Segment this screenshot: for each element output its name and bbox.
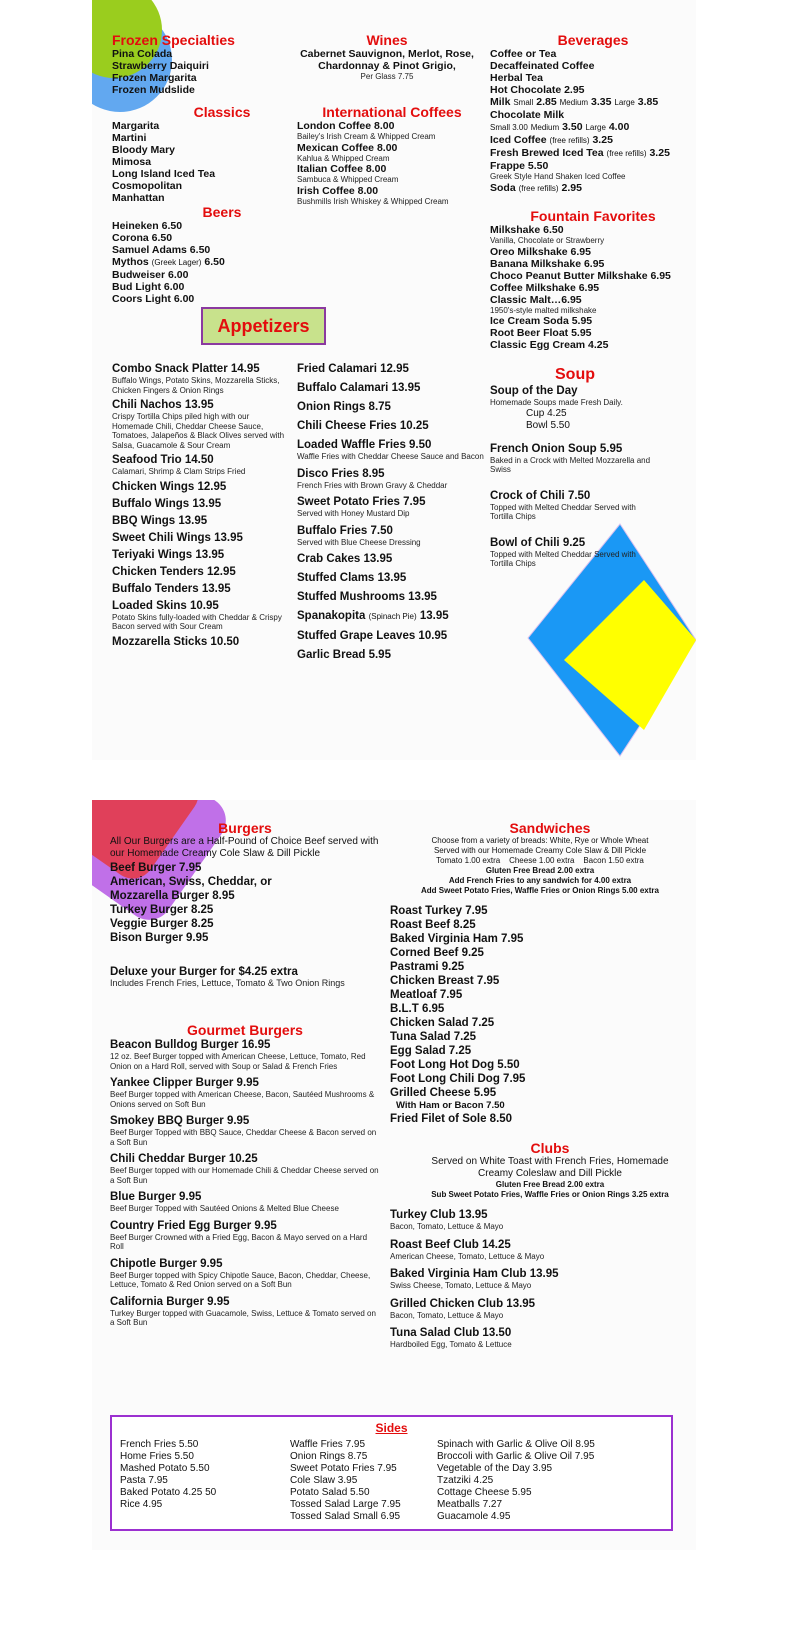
menu-item: Foot Long Hot Dog 5.50 (390, 1059, 520, 1071)
menu-item-name: Baked Virginia Ham Club 13.95 (390, 1268, 559, 1280)
menu-item: Cosmopolitan (112, 180, 182, 192)
menu-item-name: Beacon Bulldog Burger 16.95 (110, 1039, 271, 1051)
menu-item-price: 6.50 (204, 256, 225, 268)
wines-note: Per Glass 7.75 (360, 72, 414, 81)
menu-item-desc: Topped with Melted Cheddar Served with Tortilla Chips (490, 549, 636, 568)
menu-item-chocmilk-sizes (490, 121, 696, 134)
menu-item (112, 398, 292, 450)
menu-item-desc: 1950's-style malted milkshake (490, 305, 597, 315)
menu-item: Egg Salad 7.25 (390, 1045, 472, 1057)
menu-item-name: Mozzarella Sticks 10.50 (112, 635, 240, 648)
menu-item: Vegetable of the Day 3.95 (437, 1463, 553, 1474)
menu-item-name: Chili Nachos 13.95 (112, 399, 214, 411)
menu-item-name: Spanakopita (297, 610, 366, 622)
size-label: Large (585, 123, 606, 132)
menu-item-desc: Swiss Cheese, Tomato, Lettuce & Mayo (390, 1281, 532, 1290)
menu-item (112, 582, 292, 596)
size-label: Medium (559, 98, 589, 107)
menu-item-name: Chili Cheese Fries 10.25 (297, 420, 429, 432)
beers-title: Beers (202, 204, 242, 220)
menu-item-name: Chicken Wings 12.95 (112, 480, 227, 493)
menu-item: Herbal Tea (490, 72, 543, 84)
menu-item-name: Classic Egg Cream 4.25 (490, 339, 609, 351)
menu-item-desc: Topped with Melted Cheddar Served with Tortilla Chips (490, 502, 636, 521)
menu-item (110, 1257, 380, 1290)
size-label: Medium (530, 123, 560, 132)
menu-item: Budweiser 6.00 (112, 269, 189, 281)
menu-item-desc: Crispy Tortilla Chips piled high with our Homemade Chili, Cheddar Cheese Sauce, Tomatoes, Jalapeños & Black Olives served with Salsa, Guacamole & Sour Cream (112, 412, 285, 450)
menu-item: Mashed Potato 5.50 (120, 1463, 210, 1474)
menu-item (297, 571, 487, 585)
sides-column-3 (437, 1439, 595, 1523)
menu-item: Corona 6.50 (112, 232, 173, 244)
menu-item: Rice 4.95 (120, 1499, 163, 1510)
menu-item: French Fries 5.50 (120, 1439, 199, 1450)
menu-item (112, 514, 292, 528)
menu-item-name: Iced Coffee (490, 134, 547, 146)
menu-item-desc: Turkey Burger topped with Guacamole, Swiss, Lettuce & Tomato served on a Soft Bun (110, 1308, 376, 1327)
wines-line: Cabernet Sauvignon, Merlot, Rose, (300, 48, 474, 60)
menu-item-name: Country Fried Egg Burger 9.95 (110, 1219, 277, 1232)
menu-item (297, 400, 487, 414)
menu-item: Home Fries 5.50 (120, 1451, 194, 1462)
menu-item: Baked Virginia Ham 7.95 (390, 933, 524, 945)
deluxe-desc: Includes French Fries, Lettuce, Tomato & Two Onion Rings (110, 978, 345, 988)
menu-item-name: Chili Cheddar Burger 10.25 (110, 1153, 258, 1165)
menu-item (390, 1208, 690, 1232)
price: 2.95 (561, 181, 582, 194)
clubs-intro: Creamy Coleslaw and Dill Pickle (478, 1168, 622, 1179)
menu-item-name: Buffalo Fries 7.50 (297, 524, 393, 537)
menu-item-desc: Kahlua & Whipped Cream (297, 153, 390, 163)
menu-item (297, 419, 487, 433)
menu-item-name: Roast Beef Club 14.25 (390, 1238, 511, 1251)
menu-item: Bloody Mary (112, 144, 176, 156)
menu-item: Strawberry Daiquiri (112, 60, 209, 72)
menu-item-name: Milkshake 6.50 (490, 224, 564, 236)
menu-item-desc: French Fries with Brown Gravy & Cheddar (297, 480, 448, 490)
sides-title: Sides (375, 1421, 408, 1435)
menu-item: Broccoli with Garlic & Olive Oil 7.95 (437, 1451, 595, 1462)
menu-item-desc: Served with Honey Mustard Dip (297, 509, 410, 518)
menu-item (297, 438, 487, 462)
menu-item: Pina Colada (112, 48, 173, 60)
sandwiches-intro: Choose from a variety of breads: White, Rye or Whole Wheat (431, 836, 649, 845)
fountain-title: Fountain Favorites (530, 208, 656, 224)
menu-item: Martini (112, 132, 147, 144)
menu-item (112, 548, 292, 562)
menu-item-desc: Buffalo Wings, Potato Skins, Mozzarella Sticks, Chicken Fingers & Onion Rings (112, 376, 280, 395)
menu-item-desc: Bailey's Irish Cream & Whipped Cream (297, 132, 436, 141)
menu-item: Pastrami 9.25 (390, 961, 465, 973)
menu-item-desc: Beef Burger Topped with BBQ Sauce, Cheddar Cheese & Bacon served on a Soft Bun (110, 1128, 377, 1147)
menu-item: Guacamole 4.95 (437, 1511, 511, 1522)
menu-item: Manhattan (112, 192, 165, 204)
wines-title: Wines (366, 32, 408, 48)
menu-item: Potato Salad 5.50 (290, 1487, 370, 1498)
menu-item: Frozen Margarita (112, 72, 197, 84)
menu-item-name: Yankee Clipper Burger 9.95 (110, 1077, 259, 1089)
size-label: Small (513, 98, 534, 107)
menu-item: Chicken Breast 7.95 (390, 975, 500, 987)
burgers-intro: All Our Burgers are a Half-Pound of Choice Beef served with our Homemade Creamy Cole Slaw & Dill Pickle (110, 836, 379, 859)
beverages-title: Beverages (557, 32, 629, 48)
clubs-title: Clubs (530, 1140, 570, 1156)
menu-item-name: Fresh Brewed Iced Tea (490, 147, 604, 159)
wines-section (292, 32, 482, 82)
menu-item: Tossed Salad Large 7.95 (290, 1499, 401, 1510)
frozen-title: Frozen Specialties (112, 32, 235, 48)
menu-item: Pasta 7.95 (120, 1475, 168, 1486)
menu-item-name: BBQ Wings 13.95 (112, 514, 208, 527)
menu-item (112, 531, 292, 545)
menu-item-desc: Calamari, Shrimp & Clam Strips Fried (112, 467, 246, 476)
menu-item-name: Chipotle Burger 9.95 (110, 1257, 223, 1270)
menu-item: Hot Chocolate 2.95 (490, 84, 585, 96)
menu-item-name: Seafood Trio 14.50 (112, 454, 214, 466)
menu-item-desc: Beef Burger topped with our Homemade Chili & Cheddar Cheese served on a Soft Bun (110, 1166, 379, 1185)
menu-item: Frappe 5.50 (490, 160, 549, 172)
beers-section (112, 204, 292, 305)
menu-item (297, 362, 487, 376)
menu-item: Margarita (112, 120, 160, 132)
menu-item: Tossed Salad Small 6.95 (290, 1511, 401, 1522)
menu-item-name: Milk (490, 96, 511, 108)
menu-item-name: Bowl of Chili 9.25 (490, 536, 586, 549)
menu-item-desc: 12 oz. Beef Burger topped with American Cheese, Lettuce, Tomato, Red Onion on a Hard Roll, served with Soup or Salad & French Fries (110, 1052, 366, 1071)
menu-item: Bison Burger 9.95 (110, 932, 209, 944)
menu-item-desc: Potato Skins fully-loaded with Cheddar & Crispy Bacon served with Sour Cream (112, 612, 282, 631)
menu-item (490, 147, 696, 160)
menu-item-name: Loaded Skins 10.95 (112, 599, 219, 612)
deluxe-option: Deluxe your Burger for $4.25 extra (110, 966, 298, 978)
menu-item-price: 13.95 (419, 610, 449, 622)
menu-item (297, 629, 487, 643)
menu-item-name: Coffee Milkshake 6.95 (490, 281, 600, 294)
menu-item-note: (Spinach Pie) (368, 612, 417, 621)
menu-item: American, Swiss, Cheddar, or (110, 876, 272, 888)
price: 3.35 (591, 96, 612, 108)
menu-item (110, 1295, 380, 1328)
sandwiches-title: Sandwiches (509, 820, 591, 836)
menu-item (110, 1114, 380, 1147)
intl-title: International Coffees (322, 104, 462, 120)
menu-item-name: Tuna Salad Club 13.50 (390, 1327, 512, 1339)
sandwiches-gf: Gluten Free Bread 2.00 extra (485, 866, 595, 875)
menu-item (112, 362, 292, 395)
menu-item-name: Root Beer Float 5.95 (490, 327, 592, 339)
menu-page-burgers-sandwiches (92, 800, 696, 1550)
menu-item (112, 635, 292, 649)
wines-line: Chardonnay & Pinot Grigio, (318, 60, 456, 72)
menu-item: Coors Light 6.00 (112, 293, 195, 305)
menu-item-name: Sweet Potato Fries 7.95 (297, 496, 426, 508)
menu-item: Meatballs 7.27 (437, 1499, 503, 1510)
menu-item (390, 1297, 690, 1321)
menu-item-name: Smokey BBQ Burger 9.95 (110, 1115, 250, 1127)
menu-item-desc: Served with Blue Cheese Dressing (297, 537, 421, 547)
menu-item-desc: Vanilla, Chocolate or Strawberry (490, 236, 605, 245)
menu-item-name: London Coffee 8.00 (297, 120, 395, 132)
menu-item: Chicken Salad 7.25 (390, 1017, 495, 1029)
appetizers-left-column (112, 362, 292, 652)
menu-item: Spinach with Garlic & Olive Oil 8.95 (437, 1439, 595, 1450)
menu-item: Cottage Cheese 5.95 (437, 1487, 532, 1498)
menu-item: Coffee or Tea (490, 48, 557, 60)
sandwiches-intro: Served with our Homemade Creamy Cole Slaw & Dill Pickle (433, 846, 647, 855)
menu-item-name: Crab Cakes 13.95 (297, 553, 393, 565)
menu-item-desc: Beef Burger Crowned with a Fried Egg, Bacon & Mayo served on a Hard Roll (110, 1232, 368, 1251)
menu-item-name: California Burger 9.95 (110, 1295, 230, 1308)
sides-column-1 (120, 1439, 216, 1511)
clubs-sub: Sub Sweet Potato Fries, Waffle Fries or Onion Rings 3.25 extra (431, 1190, 669, 1199)
soup-bowl: Bowl 5.50 (526, 419, 570, 431)
menu-item-desc: Bacon, Tomato, Lettuce & Mayo (390, 1222, 504, 1231)
menu-item-name: Stuffed Clams 13.95 (297, 572, 407, 584)
menu-item: Turkey Burger 8.25 (110, 904, 214, 916)
menu-item (390, 1267, 690, 1291)
classics-title: Classics (193, 104, 251, 120)
menu-item: Foot Long Chili Dog 7.95 (390, 1073, 526, 1085)
clubs-intro: Served on White Toast with French Fries, Homemade (431, 1156, 669, 1167)
menu-item-desc: Beef Burger topped with Spicy Chipotle Sauce, Bacon, Cheddar, Cheese, Lettuce, Tomato & Red Onion served on a Soft Bun (110, 1270, 371, 1289)
menu-item (112, 453, 292, 477)
menu-item: Roast Beef 8.25 (390, 919, 476, 931)
soup-title: Soup (555, 366, 595, 383)
fountain-favorites-section (490, 208, 696, 351)
menu-item-name: Buffalo Calamari 13.95 (297, 382, 421, 394)
soup-cup: Cup 4.25 (526, 407, 567, 419)
menu-item-desc: Bacon, Tomato, Lettuce & Mayo (390, 1310, 504, 1320)
menu-item-desc: Greek Style Hand Shaken Iced Coffee (490, 172, 626, 181)
menu-item: Samuel Adams 6.50 (112, 244, 211, 256)
menu-item-name: Mythos (112, 256, 149, 268)
menu-item: Grilled Cheese 5.95 (390, 1087, 497, 1099)
menu-item (490, 442, 660, 475)
menu-item-name: Onion Rings 8.75 (297, 401, 391, 413)
menu-item (112, 497, 292, 511)
price: 3.25 (649, 147, 670, 159)
menu-item: Mimosa (112, 156, 152, 168)
menu-item-note: (Greek Lager) (151, 258, 202, 267)
menu-item-name: Disco Fries 8.95 (297, 467, 385, 480)
gourmet-burgers-section (110, 1022, 380, 1333)
menu-page-drinks-appetizers (92, 0, 696, 760)
menu-item-name: Buffalo Wings 13.95 (112, 497, 222, 510)
menu-item (297, 648, 487, 662)
menu-item (297, 467, 487, 491)
price: 4.00 (608, 121, 630, 133)
menu-item: Waffle Fries 7.95 (290, 1439, 366, 1450)
sandwiches-add: Add French Fries to any sandwich for 4.00 extra (448, 876, 632, 885)
menu-item: Long Island Iced Tea (112, 168, 216, 180)
menu-item: Sweet Potato Fries 7.95 (290, 1463, 397, 1474)
menu-item: Decaffeinated Coffee (490, 60, 595, 72)
clubs-section (390, 1140, 690, 1356)
menu-item (110, 1190, 380, 1214)
menu-item: Onion Rings 8.75 (290, 1451, 368, 1462)
menu-item: Tzatziki 4.25 (437, 1475, 494, 1486)
menu-item (490, 489, 660, 522)
menu-item: Beef Burger 7.95 (110, 862, 202, 874)
menu-item (110, 1219, 380, 1252)
menu-item-name: Buffalo Tenders 13.95 (112, 582, 231, 595)
menu-item-desc: Hardboiled Egg, Tomato & Lettuce (390, 1340, 512, 1349)
menu-item: B.L.T 6.95 (390, 1003, 445, 1015)
menu-item-name: Ice Cream Soda 5.95 (490, 315, 593, 327)
menu-item-desc: Beef Burger topped with American Cheese, Bacon, Sautéed Mushrooms & Onions served on Soft Bun (110, 1090, 375, 1109)
menu-item (297, 552, 487, 566)
menu-item-name: Soup of the Day (490, 385, 578, 397)
menu-item: Meatloaf 7.95 (390, 989, 463, 1001)
menu-item (390, 1238, 690, 1262)
menu-item-name: Italian Coffee 8.00 (297, 163, 387, 175)
price: 3.25 (592, 134, 613, 146)
menu-item-name: Soda (490, 181, 516, 194)
menu-item (112, 565, 292, 579)
menu-item-desc: Homemade Soups made Fresh Daily. (490, 398, 623, 407)
international-coffees-section (297, 104, 487, 206)
menu-item: Roast Turkey 7.95 (390, 905, 488, 917)
gourmet-title: Gourmet Burgers (187, 1022, 303, 1038)
menu-item-name: Chicken Tenders 12.95 (112, 565, 236, 578)
frozen-specialties-section (112, 32, 272, 96)
appetizers-right-column (297, 362, 487, 667)
menu-item (112, 599, 292, 632)
menu-item-name: Garlic Bread 5.95 (297, 649, 391, 661)
menu-item-name: Loaded Waffle Fries 9.50 (297, 439, 432, 451)
clubs-gf: Gluten Free Bread 2.00 extra (495, 1180, 605, 1189)
menu-item-name: Stuffed Mushrooms 13.95 (297, 591, 437, 603)
classics-section (112, 104, 292, 204)
menu-item: Corned Beef 9.25 (390, 947, 484, 959)
menu-item (490, 536, 660, 569)
price: 3.85 (637, 96, 659, 108)
menu-item-milk (490, 96, 696, 109)
menu-item-spanakopita (297, 609, 487, 624)
menu-item-name: Teriyaki Wings 13.95 (112, 548, 225, 561)
menu-item-desc: Waffle Fries with Cheddar Cheese Sauce and Bacon (297, 452, 484, 461)
menu-item (297, 609, 487, 624)
note: (free refills) (549, 136, 590, 145)
menu-item (110, 1076, 380, 1109)
menu-item (297, 524, 487, 548)
menu-item-desc: Bushmills Irish Whiskey & Whipped Cream (297, 196, 449, 206)
menu-item-name: Stuffed Grape Leaves 10.95 (297, 630, 448, 642)
size-label: Small 3.00 (490, 123, 528, 132)
menu-item (110, 1038, 380, 1071)
price: 2.85 (536, 96, 557, 108)
menu-item-name: Oreo Milkshake 6.95 (490, 245, 591, 258)
menu-item-name: Mexican Coffee 8.00 (297, 141, 398, 154)
menu-item-name: Combo Snack Platter 14.95 (112, 363, 260, 375)
menu-item-desc: Baked in a Crock with Melted Mozzarella and Swiss (490, 455, 651, 474)
menu-item: Tuna Salad 7.25 (390, 1031, 477, 1043)
menu-item: Mozzarella Burger 8.95 (110, 890, 235, 902)
ham-bacon-option: With Ham or Bacon 7.50 (396, 1100, 505, 1111)
menu-item: Frozen Mudslide (112, 84, 195, 96)
menu-item-desc: Beef Burger Topped with Sautéed Onions & Melted Blue Cheese (110, 1204, 339, 1213)
menu-item (490, 182, 696, 195)
menu-item-name: Turkey Club 13.95 (390, 1209, 488, 1221)
menu-item (112, 480, 292, 494)
menu-item: Bud Light 6.00 (112, 281, 185, 293)
menu-item-name: Sweet Chili Wings 13.95 (112, 531, 243, 544)
sandwiches-extras: Tomato 1.00 extra Cheese 1.00 extra Bacon 1.50 extra (436, 856, 644, 865)
burgers-section (110, 820, 380, 989)
menu-item: Chocolate Milk (490, 109, 565, 121)
sides-column-2 (290, 1439, 401, 1523)
menu-item (110, 1152, 380, 1185)
sides-box (110, 1415, 673, 1531)
appetizers-title: Appetizers (201, 307, 326, 345)
menu-item (112, 256, 292, 269)
menu-item (297, 590, 487, 604)
note: (free refills) (518, 183, 559, 193)
sandwiches-add: Add Sweet Potato Fries, Waffle Fries or Onion Rings 5.00 extra (421, 886, 659, 895)
menu-item: Veggie Burger 8.25 (110, 918, 214, 930)
menu-item-name: Blue Burger 9.95 (110, 1191, 202, 1203)
menu-item-name: Grilled Chicken Club 13.95 (390, 1297, 536, 1310)
menu-item (297, 381, 487, 395)
price: 3.50 (562, 121, 583, 133)
menu-item-name: Fried Calamari 12.95 (297, 363, 409, 375)
menu-item-name: Choco Peanut Butter Milkshake 6.95 (490, 269, 671, 282)
menu-item (297, 495, 487, 519)
menu-item-name: Banana Milkshake 6.95 (490, 257, 605, 270)
soup-section (490, 366, 660, 583)
menu-item-desc: Sambuca & Whipped Cream (297, 175, 399, 184)
menu-item: Baked Potato 4.25 50 (120, 1487, 217, 1498)
beverages-section (490, 32, 696, 195)
burgers-title: Burgers (218, 820, 272, 836)
menu-item: Fried Filet of Sole 8.50 (390, 1113, 513, 1125)
note: (free refills) (606, 149, 647, 158)
menu-item (490, 134, 696, 147)
menu-item-desc: American Cheese, Tomato, Lettuce & Mayo (390, 1251, 545, 1261)
menu-item: Heineken 6.50 (112, 220, 183, 232)
menu-item: Cole Slaw 3.95 (290, 1475, 358, 1486)
menu-item-name: Crock of Chili 7.50 (490, 489, 591, 502)
menu-item-name: Irish Coffee 8.00 (297, 184, 379, 197)
menu-item (390, 1326, 690, 1350)
menu-item-name: French Onion Soup 5.95 (490, 442, 623, 455)
size-label: Large (614, 98, 635, 107)
sandwiches-section (390, 820, 690, 1126)
menu-item-name: Classic Malt…6.95 (490, 293, 582, 306)
